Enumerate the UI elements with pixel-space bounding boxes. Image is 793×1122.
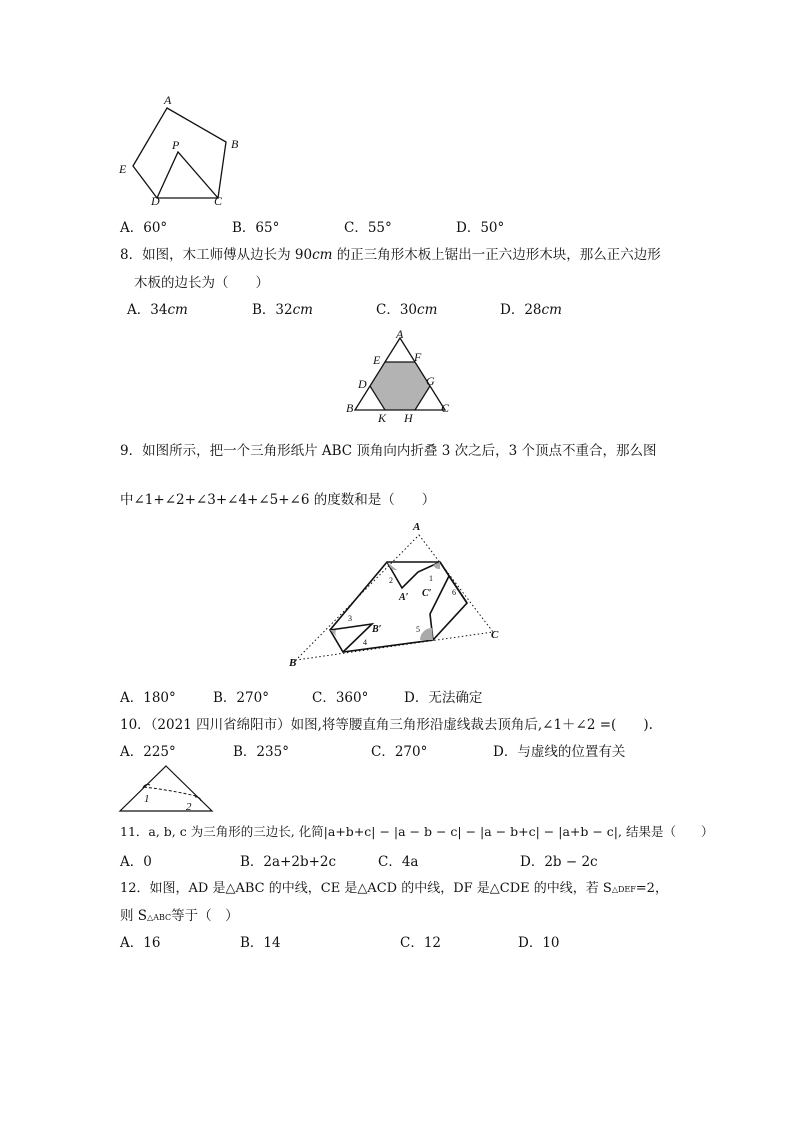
- q8-option-a-text: A．34: [127, 302, 168, 318]
- q8-triangle-hexagon-figure: [340, 325, 460, 425]
- q7-label-C: C: [214, 194, 223, 208]
- q12-option-b[interactable]: B．14: [240, 935, 281, 951]
- q9-option-a[interactable]: A．180°: [120, 690, 176, 706]
- q8-option-a[interactable]: [127, 298, 188, 318]
- q9-label-5: 5: [416, 625, 420, 634]
- q9-label-1: 1: [429, 574, 433, 583]
- q12-stem-end: =2，: [635, 881, 668, 896]
- q8-option-b[interactable]: [252, 298, 313, 318]
- q10-option-c[interactable]: C．270°: [371, 744, 428, 760]
- q12-stem-text: 12．如图，AD 是△ABC 的中线，CE 是△ACD 的中线，DF 是△CDE 的中线，若 S: [120, 881, 612, 896]
- q9-label-C: C: [491, 629, 499, 641]
- q8-stem-rest: 的正三角形木板上锯出一正六边形木块，那么正六边形: [332, 247, 661, 263]
- q12-sub-def: △DEF: [611, 885, 636, 894]
- q8-option-d-text: D．28: [500, 302, 542, 318]
- q9-label-A: A: [413, 521, 421, 533]
- q12-option-d[interactable]: D．10: [518, 935, 560, 951]
- q10-option-b[interactable]: B．235°: [233, 744, 289, 760]
- q12-stem-line2: [120, 904, 239, 924]
- q8-option-c[interactable]: [376, 298, 437, 318]
- q12-sub-abc: △ABC: [147, 913, 172, 922]
- q8-option-d[interactable]: [500, 298, 562, 318]
- q10-option-a[interactable]: A．225°: [120, 744, 176, 760]
- q7-label-P: P: [172, 138, 180, 152]
- q7-option-c[interactable]: C．55°: [344, 220, 392, 236]
- q8-option-b-text: B．32: [252, 302, 293, 318]
- q8-option-a-unit: cm: [167, 302, 188, 318]
- q9-label-6: 6: [452, 588, 456, 597]
- q8-label-C: C: [441, 401, 450, 415]
- q9-label-B-prime: B′: [372, 624, 382, 635]
- q9-label-4: 4: [363, 638, 367, 647]
- q7-label-B: B: [231, 137, 239, 151]
- q8-label-K: K: [378, 411, 387, 425]
- q7-pentagon-figure: [110, 90, 260, 215]
- q7-option-b[interactable]: B．65°: [232, 220, 280, 236]
- q11-option-a[interactable]: A．0: [120, 854, 152, 870]
- q9-option-c[interactable]: C．360°: [312, 690, 369, 706]
- q9-label-3: 3: [348, 614, 352, 623]
- q8-option-d-unit: cm: [541, 302, 562, 318]
- q9-folded-triangle-figure: [285, 515, 510, 675]
- q12-option-c[interactable]: C．12: [400, 935, 442, 951]
- q8-option-b-unit: cm: [292, 302, 313, 318]
- q9-label-A-prime: A′: [399, 592, 409, 603]
- q8-label-D: D: [358, 377, 367, 391]
- q8-option-c-text: C．30: [376, 302, 418, 318]
- q7-label-D: D: [151, 194, 160, 208]
- q11-option-c[interactable]: C．4a: [378, 854, 419, 870]
- q12-line2-end: 等于（ ）: [171, 908, 239, 924]
- q11-stem: 11．a, b, c 为三角形的三边长, 化简|a+b+c| − |a − b − c| − |a − b+c| − |a+b − c|, 结果是（ ）: [120, 824, 714, 839]
- q10-label-1: 1: [144, 793, 150, 805]
- q9-option-b[interactable]: B．270°: [213, 690, 269, 706]
- q9-stem-line2: 中∠1+∠2+∠3+∠4+∠5+∠6 的度数和是（ ）: [120, 492, 436, 508]
- q8-label-A: A: [396, 327, 404, 341]
- q7-option-a[interactable]: A．60°: [120, 220, 168, 236]
- q12-stem-line1: [120, 877, 668, 896]
- q7-option-d[interactable]: D．50°: [456, 220, 505, 236]
- q9-label-C-prime: C′: [422, 588, 432, 599]
- q10-stem: 10．（2021 四川省绵阳市）如图,将等腰直角三角形沿虚线裁去顶角后,∠1＋∠2 =( ).: [120, 717, 653, 733]
- q7-label-A: A: [164, 93, 172, 107]
- q10-option-d[interactable]: D．与虚线的位置有关: [493, 744, 626, 760]
- q8-label-B: B: [346, 401, 354, 415]
- q8-label-F: F: [414, 350, 422, 364]
- q10-label-2: 2: [186, 801, 192, 813]
- q10-triangle-figure: [115, 762, 215, 814]
- q12-option-a[interactable]: A．16: [120, 935, 161, 951]
- q11-option-b[interactable]: B．2a+2b+2c: [240, 854, 337, 870]
- q7-label-E: E: [119, 162, 127, 176]
- q8-stem-line2: 木板的边长为（ ）: [134, 275, 269, 291]
- q11-option-d[interactable]: D．2b − 2c: [520, 854, 598, 870]
- q8-option-c-unit: cm: [417, 302, 438, 318]
- q9-option-d[interactable]: D．无法确定: [404, 690, 483, 706]
- q8-label-H: H: [404, 411, 413, 425]
- q8-unit: cm: [312, 247, 333, 263]
- q9-label-B: B: [289, 657, 297, 669]
- q8-label-G: G: [426, 374, 435, 388]
- q9-label-2: 2: [389, 576, 393, 585]
- q8-label-E: E: [373, 353, 381, 367]
- q8-stem-line1: [120, 243, 661, 263]
- q8-stem-text: 8．如图，木工师傅从边长为 90: [120, 247, 313, 263]
- q12-line2-text: 则 S: [120, 908, 148, 924]
- q9-stem-line1: 9．如图所示，把一个三角形纸片 ABC 顶角向内折叠 3 次之后，3 个顶点不重合，那么图: [120, 443, 657, 459]
